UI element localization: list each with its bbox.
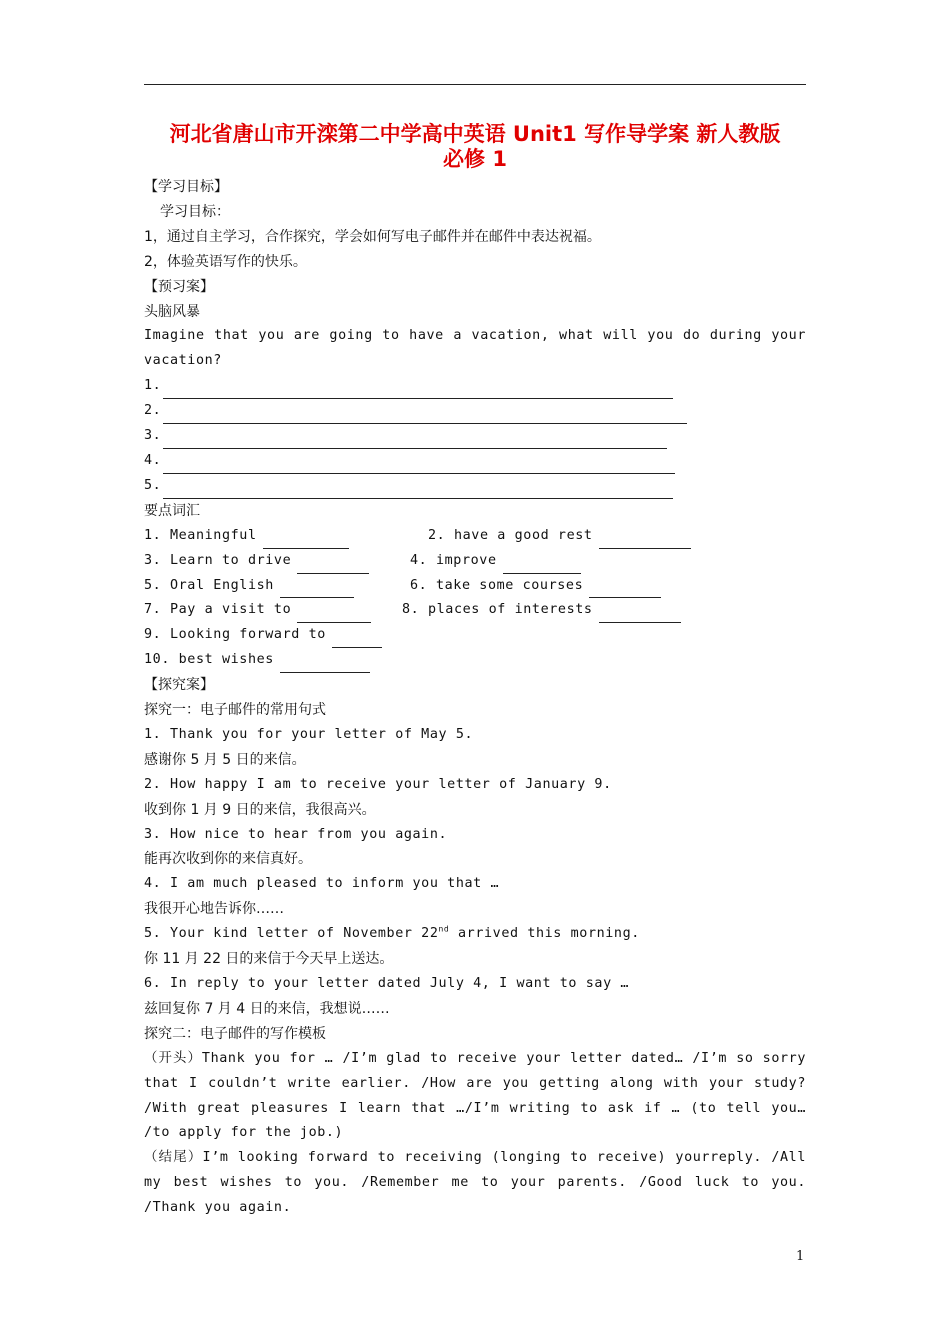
sentence-en-1: 1. Thank you for your letter of May 5. xyxy=(144,726,474,742)
answer-number: 4. xyxy=(144,452,162,468)
answer-line-1[interactable] xyxy=(144,374,806,399)
answer-number: 3. xyxy=(144,428,162,444)
answer-number: 1. xyxy=(144,378,162,394)
vocab-blank[interactable] xyxy=(297,606,371,623)
vocab-blank[interactable] xyxy=(332,631,382,648)
sentence-en-3: 3. How nice to hear from you again. xyxy=(144,826,448,842)
sentence-en-5-text: 5. Your kind letter of November 22 xyxy=(144,926,439,942)
vocab-blank[interactable] xyxy=(599,532,691,549)
vocab-term: 6. take some courses xyxy=(410,577,584,593)
vocab-term: 4. improve xyxy=(410,552,497,568)
vocab-row xyxy=(144,648,806,673)
vocab-blank[interactable] xyxy=(280,656,370,673)
sentence-en-5 xyxy=(144,922,806,947)
sentence-en-4: 4. I am much pleased to inform you that … xyxy=(144,876,500,892)
header-rule xyxy=(144,84,806,85)
template-opening: （开头）Thank you for … /I’m glad to receive your letter dated… /I’m so sorry that I couldn’t write earlier. /How are you getting along with your study? /With great pleasures I learn that …/I’m writing to ask if … (to tell you… /to apply for the job.) xyxy=(144,1050,806,1141)
part1-title: 探究一：电子邮件的常用句式 xyxy=(144,702,326,719)
goals-heading: 【学习目标】 xyxy=(144,179,228,195)
answer-blank[interactable] xyxy=(163,457,675,474)
vocab-term: 8. places of interests xyxy=(402,602,593,618)
preview-heading: 【预习案】 xyxy=(144,278,214,295)
vocab-row xyxy=(144,574,806,599)
part2-title: 探究二：电子邮件的写作模板 xyxy=(144,1025,326,1042)
vocab-blank[interactable] xyxy=(503,557,581,574)
ordinal-suffix: nd xyxy=(438,924,450,934)
vocab-blank[interactable] xyxy=(263,532,349,549)
vocab-term: 3. Learn to drive xyxy=(144,552,292,568)
brainstorm-prompt: Imagine that you are going to have a vacation, what will you do during your vacation? xyxy=(144,328,806,369)
sentence-en-6: 6. In reply to your letter dated July 4, I want to say … xyxy=(144,976,630,991)
sentence-cn-3: 能再次收到你的来信真好。 xyxy=(144,851,312,868)
title-line-1: 河北省唐山市开滦第二中学高中英语 Unit1 写作导学案 新人教版 xyxy=(169,122,781,146)
answer-blank[interactable] xyxy=(163,432,667,449)
template-closing: （结尾）I’m looking forward to receiving (longing to receive) yourreply. /All my best wishes to you. /Remember me to your parents. /Good luck to you. /Thank you again. xyxy=(144,1150,806,1216)
sentence-en-2: 2. How happy I am to receive your letter of January 9. xyxy=(144,776,612,792)
sentence-cn-5: 你 11 月 22 日的来信于今天早上送达。 xyxy=(144,951,394,968)
document-title xyxy=(130,122,820,172)
answer-blank[interactable] xyxy=(163,382,673,399)
vocab-row xyxy=(144,623,806,648)
answer-number: 2. xyxy=(144,403,162,419)
vocab-blank[interactable] xyxy=(599,606,681,623)
explore-heading: 【探究案】 xyxy=(144,677,214,694)
answer-line-2[interactable] xyxy=(144,399,806,424)
answer-number: 5. xyxy=(144,477,162,493)
answer-line-5[interactable] xyxy=(144,474,806,499)
vocab-term: 9. Looking forward to xyxy=(144,627,326,643)
sentence-en-5-tail: arrived this morning. xyxy=(449,926,640,942)
sentence-cn-2: 收到你 1 月 9 日的来信，我很高兴。 xyxy=(144,801,376,818)
vocab-blank[interactable] xyxy=(280,581,354,598)
title-line-2: 必修 1 xyxy=(443,147,507,171)
vocab-blank[interactable] xyxy=(589,581,661,598)
answer-line-3[interactable] xyxy=(144,424,806,449)
brainstorm-label: 头脑风暴 xyxy=(144,303,200,320)
vocab-term: 7. Pay a visit to xyxy=(144,602,292,618)
page-number: 1 xyxy=(796,1249,805,1264)
vocab-row xyxy=(144,524,806,549)
goal-item-1: 1，通过自主学习，合作探究，学会如何写电子邮件并在邮件中表达祝福。 xyxy=(144,228,601,245)
goal-item-2: 2，体验英语写作的快乐。 xyxy=(144,253,307,270)
answer-blank[interactable] xyxy=(163,482,673,499)
vocab-row xyxy=(144,549,806,574)
sentence-cn-4: 我很开心地告诉你…… xyxy=(144,901,284,918)
vocab-term: 1. Meaningful xyxy=(144,527,257,543)
vocab-heading: 要点词汇 xyxy=(144,502,200,519)
vocab-term: 5. Oral English xyxy=(144,577,274,593)
sentence-cn-6: 兹回复你 7 月 4 日的来信，我想说…… xyxy=(144,1000,390,1017)
vocab-term: 10. best wishes xyxy=(144,652,274,668)
answer-blank[interactable] xyxy=(163,407,687,424)
answer-line-4[interactable] xyxy=(144,449,806,474)
goals-subheading: 学习目标： xyxy=(160,203,230,220)
vocab-row xyxy=(144,598,806,623)
vocab-term: 2. have a good rest xyxy=(428,527,593,543)
document-body xyxy=(144,175,806,1221)
sentence-cn-1: 感谢你 5 月 5 日的来信。 xyxy=(144,751,306,768)
vocab-blank[interactable] xyxy=(297,557,369,574)
